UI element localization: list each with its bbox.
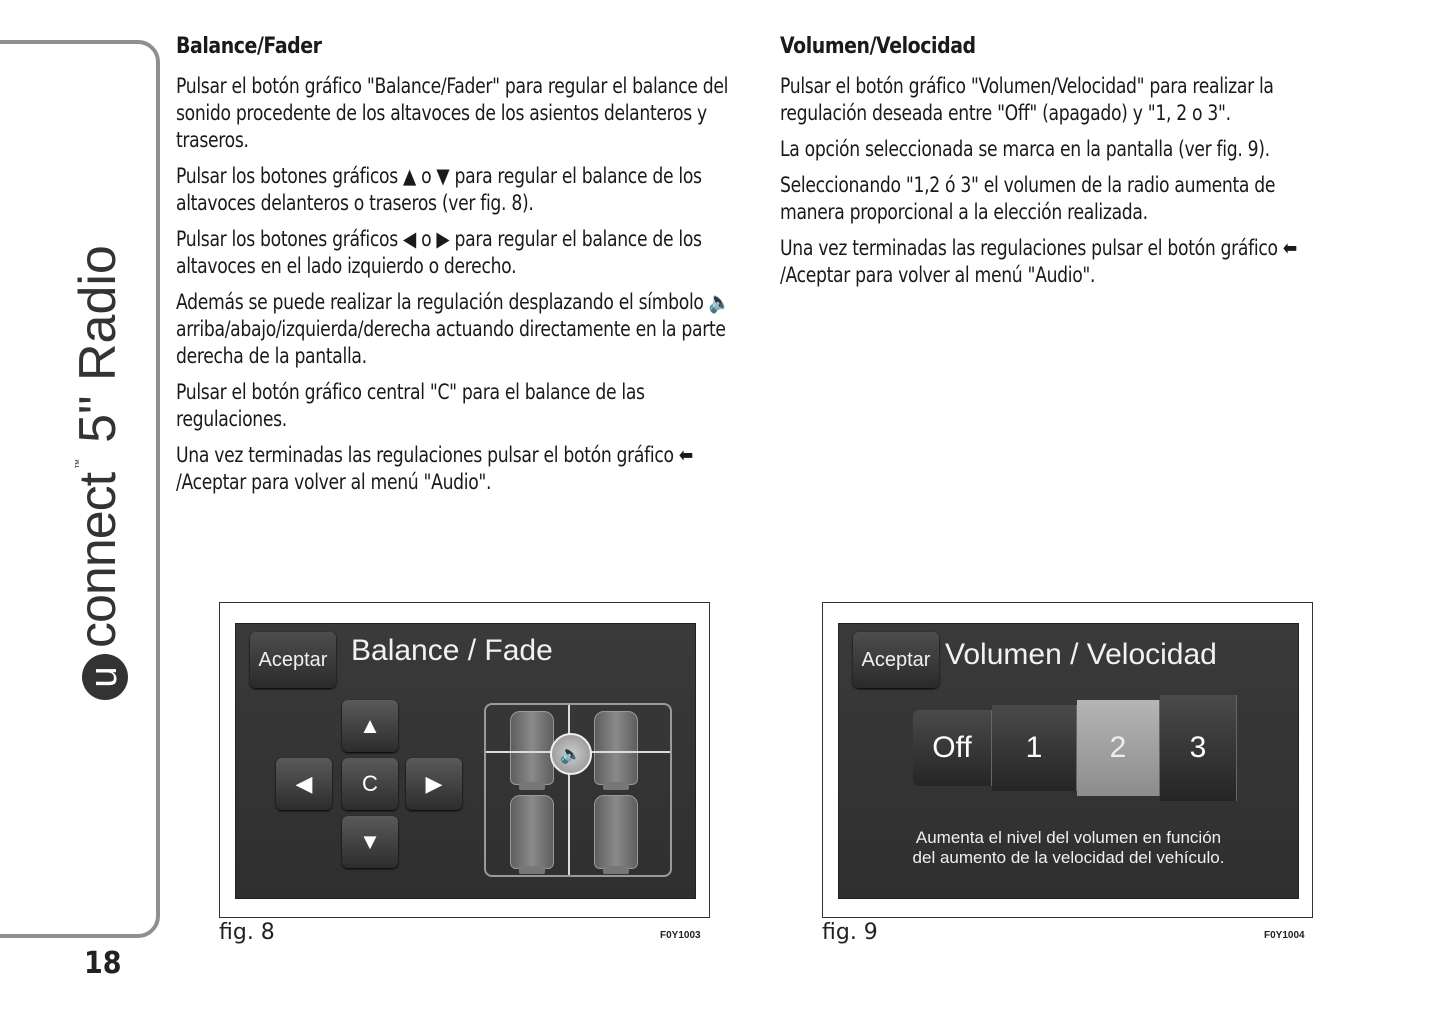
paragraph: La opción seleccionada se marca en la pantalla (ver fig. 9). [780,137,1270,161]
paragraph: Pulsar el botón gráfico central "C" para el balance de las regulaciones. [176,380,645,431]
volumen-velocidad-heading: Volumen/Velocidad [780,34,976,59]
down-button[interactable]: ▼ [342,816,398,868]
grid-vertical-line [568,705,570,875]
accept-button[interactable]: Aceptar [250,632,336,688]
option-2-selected[interactable]: 2 [1077,700,1160,796]
section-name: 5" Radio [69,245,127,443]
center-button[interactable]: C [342,758,398,810]
back-arrow-icon: ⬅ [1282,236,1297,260]
seat-front-right-icon [594,711,638,785]
uconnect-logo-icon: u [82,654,128,700]
paragraph: Una vez terminadas las regulaciones pulsar el botón gráfico ⬅ /Aceptar para volver al menú "Audio". [176,443,693,494]
speed-options [913,688,1237,808]
chapter-title [68,245,128,700]
seat-front-left-icon [510,711,554,785]
left-triangle-icon: ◀ [403,227,416,251]
speaker-icon: 🔈 [708,290,730,314]
option-3[interactable]: 3 [1160,695,1237,801]
seat-rear-left-icon [510,795,554,869]
option-1[interactable]: 1 [992,705,1077,791]
figure-8-code: F0Y1003 [660,930,701,941]
trademark: ™ [74,458,85,469]
left-column [176,34,751,505]
page-number: 18 [84,946,122,981]
paragraph: Pulsar los botones gráficos ▲ o ▼ para regular el balance de los altavoces delanteros o traseros (ver fig. 8). [176,164,702,215]
figure-8 [219,602,710,918]
balance-fade-screen [235,623,696,899]
right-triangle-icon: ▶ [436,227,450,251]
speaker-position-icon[interactable]: 🔈 [550,733,592,775]
right-button[interactable]: ▶ [406,758,462,810]
left-button[interactable]: ◀ [276,758,332,810]
paragraph: Seleccionando "1,2 ó 3" el volumen de la radio aumenta de manera proporcional a la elección realizada. [780,173,1276,224]
up-triangle-icon: ▲ [403,164,416,188]
up-button[interactable]: ▲ [342,700,398,752]
screen-title: Volumen / Velocidad [945,638,1217,671]
accept-button[interactable]: Aceptar [853,632,939,688]
option-off[interactable]: Off [913,710,992,786]
right-column [780,34,1315,298]
paragraph: Pulsar el botón gráfico "Balance/Fader" para regular el balance del sonido procedente de los altavoces de los asientos delanteros y traseros. [176,74,729,152]
paragraph: Pulsar los botones gráficos ◀ o ▶ para regular el balance de los altavoces en el lado izquierdo o derecho. [176,227,702,278]
seat-balance-grid[interactable] [484,703,672,877]
figure-9-code: F0Y1004 [1264,930,1305,941]
paragraph: Una vez terminadas las regulaciones pulsar el botón gráfico ⬅ /Aceptar para volver al menú "Audio". [780,236,1297,287]
figure-9 [822,602,1313,918]
paragraph: Pulsar el botón gráfico "Volumen/Velocidad" para realizar la regulación deseada entre "Off" (apagado) y "1, 2 o 3". [780,74,1274,125]
volume-speed-screen [838,623,1299,899]
balance-fader-heading: Balance/Fader [176,34,322,59]
screen-title: Balance / Fade [351,634,553,667]
down-triangle-icon: ▼ [436,164,450,188]
screen-note: Aumenta el nivel del volumen en función del aumento de la velocidad del vehículo. [912,828,1225,867]
seat-rear-right-icon [594,795,638,869]
back-arrow-icon: ⬅ [678,443,693,467]
brand-name: connect [69,472,127,648]
figure-8-label: fig. 8 [219,920,275,945]
figure-9-label: fig. 9 [822,920,878,945]
paragraph: Además se puede realizar la regulación desplazando el símbolo 🔈 arriba/abajo/izquierda/derecha actuando directamente en la parte derecha de la pantalla. [176,290,730,368]
